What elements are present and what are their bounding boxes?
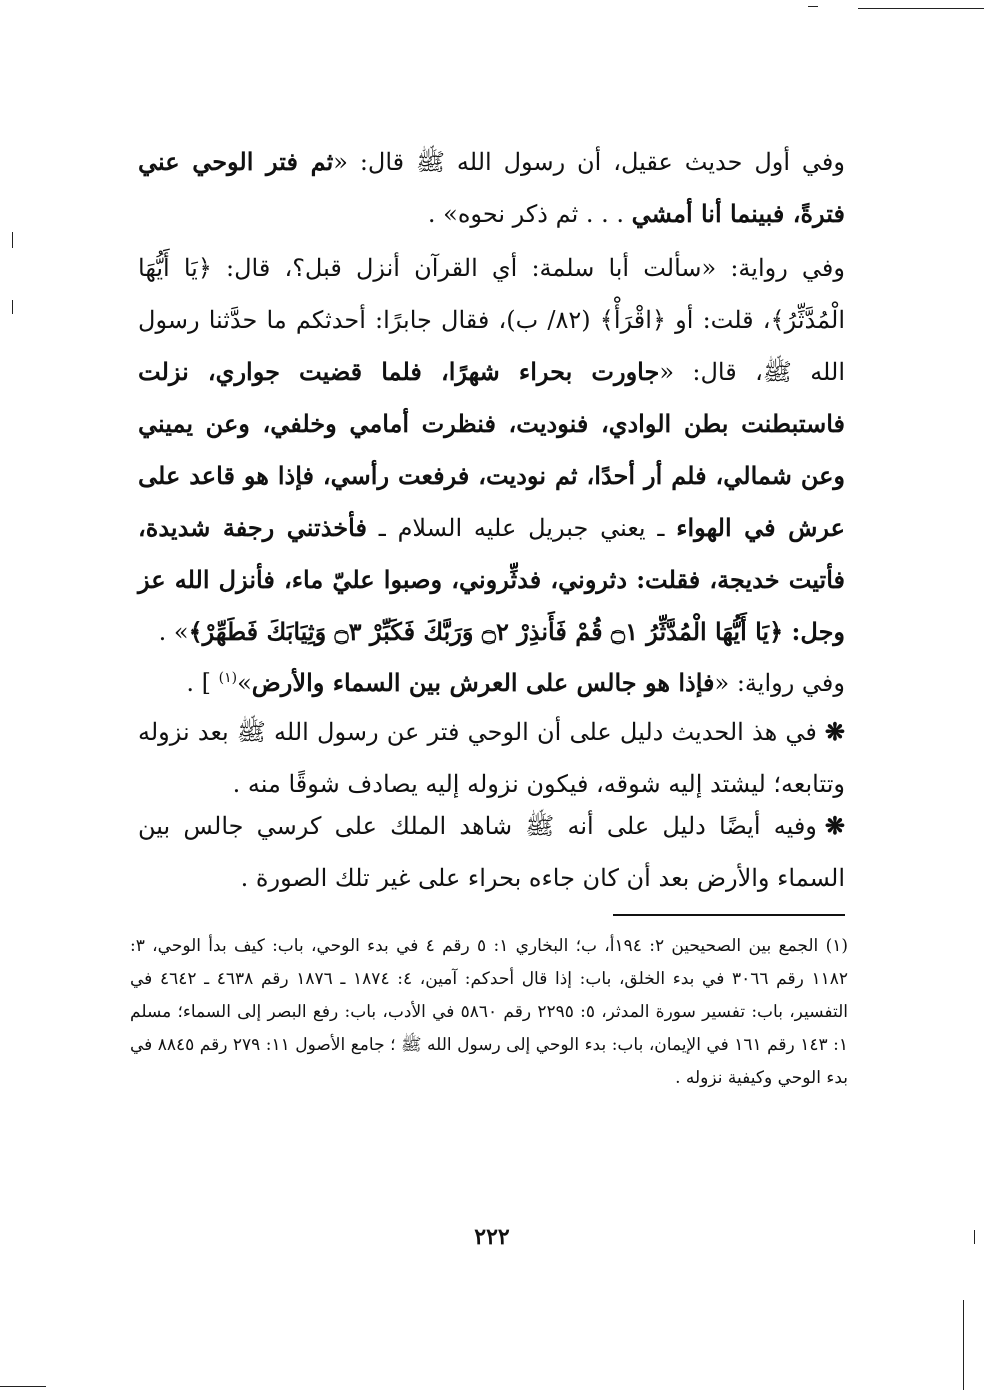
- scan-edge-mark-left-1: [12, 232, 13, 248]
- paragraph-3-quote-close: »: [237, 669, 252, 697]
- paragraph-3-intro: وفي رواية: «: [714, 669, 845, 697]
- scan-edge-mark-bottom: [0, 1386, 46, 1387]
- footnote-reference[interactable]: (١): [218, 670, 238, 686]
- scan-edge-mark-right-2: [963, 1300, 964, 1390]
- footnote-text: الجمع بين الصحيحين ٢: ١٩٤أ، ب؛ البخاري ١: ٥ رقم ٤ في بدء الوحي، باب: كيف بدأ الوحي، ٣: ١١٨٢ رقم ٣٠٦٦ في بدء الخلق، باب: إذا قال أحدكم: آمين، ٤: ١٨٧٤ ـ ١٨٧٦ رقم ٤٦٣٨ ـ ٤٦٤٢ في التفسير، باب: تفسير سورة المدثر، ٥: ٢٢٩٥ رقم ٥٨٦٠ في الأدب، باب: رفع البصر إلى السماء؛ مسلم ١: ١٤٣ رقم ١٦١ في الإيمان، باب: بدء الوحي إلى رسول الله ﷺ ؛ جامع الأصول ١١: ٢٧٩ رقم ٨٨٤٥ في بدء الوحي وكيفية نزوله .: [130, 936, 848, 1088]
- paragraph-4-text: في هذ الحديث دليل على أن الوحي فتر عن رسول الله ﷺ بعد نزوله وتتابعه؛ ليشتد إليه شوقه، فيكون نزوله إليه يصادف شوقًا منه .: [138, 718, 845, 798]
- footnote-separator: [613, 914, 845, 916]
- footnote-marker: (١): [825, 936, 849, 956]
- paragraph-3-tail: ] .: [186, 669, 219, 697]
- asterism-icon: ❋: [824, 717, 845, 746]
- paragraph-2: [138, 242, 845, 658]
- paragraph-2-tail: » .: [158, 618, 189, 646]
- paragraph-2-aside: ـ يعني جبريل عليه السلام ـ: [366, 514, 677, 542]
- paragraph-5: [138, 800, 845, 904]
- paragraph-1-intro: وفي أول حديث عقيل، أن رسول الله ﷺ قال: «: [333, 148, 845, 176]
- scan-edge-mark-top-right: [808, 6, 818, 7]
- paragraph-2-hadith-bold: جاورت بحراء شهرًا، فلما قضيت جواري، نزلت فاستبطنت بطن الوادي، فنوديت، فنظرت أمامي وخلفي، وعن يميني وعن شمالي، فلم أر أحدًا، ثم نوديت، فرفعت رأسي، فإذا هو قاعد على عرش في الهواء: [138, 357, 845, 542]
- footnote: [130, 930, 848, 1095]
- paragraph-3-hadith-bold: فإذا هو جالس على العرش بين السماء والأرض: [251, 668, 715, 697]
- scan-edge-mark-left-2: [12, 300, 13, 314]
- paragraph-5-text: وفيه أيضًا دليل على أنه ﷺ شاهد الملك على كرسي جالس بين السماء والأرض بعد أن كان جاءه بحراء على غير تلك الصورة .: [138, 812, 845, 892]
- paragraph-2-intro: وفي رواية: «سألت أبا سلمة: أي القرآن أنزل قبل؟، قال: ﴿يَا أَيُّهَا الْمُدَّثِّرُ﴾، قلت: أو ﴿اقْرَأْ﴾ (٨٢/ ب)، فقال جابرًا: أحدثكم ما حدَّثنا رسول الله ﷺ، قال: «: [138, 254, 845, 386]
- paragraph-4: [138, 706, 845, 810]
- scan-edge-mark-top: [858, 8, 984, 9]
- page-number: ٢٢٢: [474, 1224, 510, 1250]
- paragraph-1-tail: . . . ثم ذكر نحوه» .: [427, 200, 632, 228]
- paragraph-2-hadith-bold-continued: فأخذتني رجفة شديدة، فأتيت خديجة، فقلت: دثروني، فدثِّروني، وصبوا عليّ ماء، فأنزل الله عز وجل: ﴿يَا أَيُّهَا الْمُدَّثِّرُ ۝١ قُمْ فَأَنذِرْ ۝٢ وَرَبَّكَ فَكَبِّرْ ۝٣ وَثِيَابَكَ فَطَهِّرْ﴾: [138, 513, 845, 646]
- asterism-icon: ❋: [824, 811, 845, 840]
- paragraph-1-hadith-bold: ثم فتر الوحي عني فترةً، فبينما أنا أمشي: [138, 147, 845, 228]
- paragraph-3: [138, 652, 845, 709]
- paragraph-1: [138, 136, 845, 240]
